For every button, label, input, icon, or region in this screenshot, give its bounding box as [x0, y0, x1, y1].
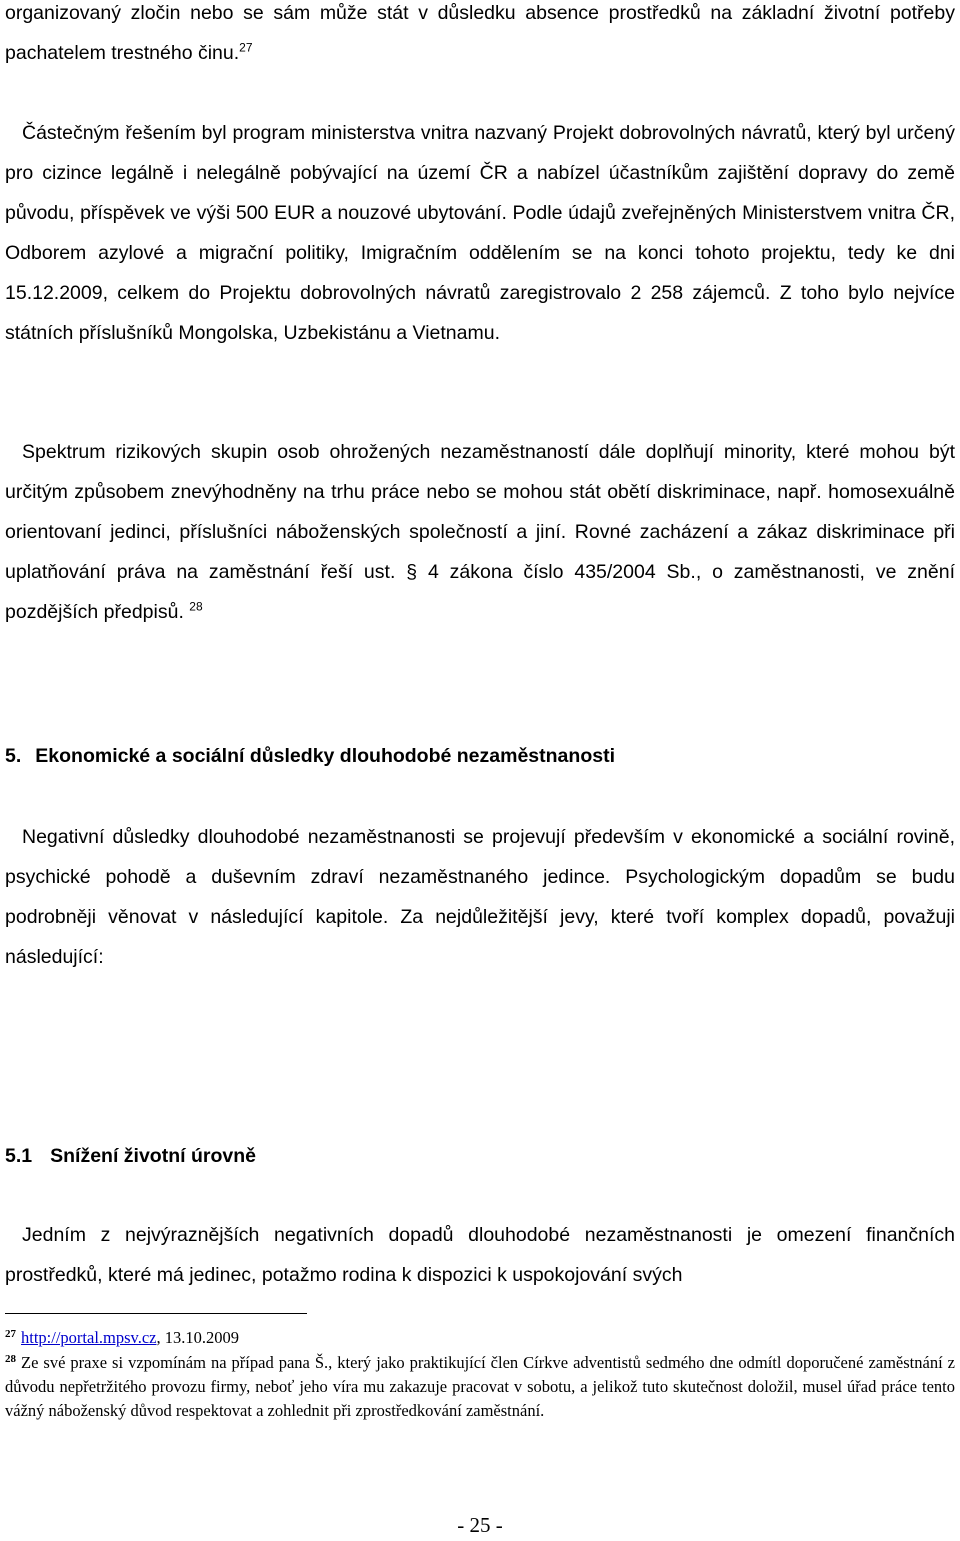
- section-title: Ekonomické a sociální důsledky dlouhodobé nezaměstnanosti: [35, 745, 615, 767]
- footnote-link[interactable]: http://portal.mpsv.cz: [21, 1328, 157, 1347]
- footnote-number: 27: [5, 1327, 16, 1340]
- section-heading-5: [5, 736, 615, 776]
- section-heading-5-1: [5, 1136, 256, 1176]
- footnote-date: , 13.10.2009: [156, 1328, 239, 1347]
- paragraph-text: Spektrum rizikových skupin osob ohrožených nezaměstnaností dále doplňují minority, které mohou být určitým způsobem znevýhodněny na trhu práce nebo se mohou stát obětí diskriminace, např. homosexuálně orientovaní jedinci, příslušníci náboženských společností a jiní. Rovné zacházení a zákaz diskriminace při uplatňování práva na zaměstnání řeší ust. § 4 zákona číslo 435/2004 Sb., o zaměstnanosti, ve znění pozdějších předpisů.: [5, 441, 955, 623]
- footnote-28: [5, 1351, 955, 1423]
- footnote-separator: [5, 1313, 307, 1314]
- section-number: 5.: [5, 745, 22, 767]
- paragraph-text: Jedním z nejvýraznějších negativních dopadů dlouhodobé nezaměstnanosti je omezení finančních prostředků, které má jedinec, potažmo rodina k dispozici k uspokojování svých: [5, 1224, 955, 1286]
- paragraph-text: Negativní důsledky dlouhodobé nezaměstnanosti se projevují především v ekonomické a sociální rovině, psychické pohodě a duševním zdraví nezaměstnaného jedince. Psychologickým dopadům se budu podrobněji věnovat v následující kapitole. Za nejdůležitější jevy, které tvoří komplex dopadů, považuji následující:: [5, 826, 955, 968]
- paragraph-living-standard: [5, 1215, 955, 1295]
- footnote-text: Ze své praxe si vzpomínám na případ pana Š., který jako praktikující člen Církve adventistů sedmého dne odmítl doporučené zaměstnání z důvodu nepřetržitého provozu firmy, neboť jeho víra mu zakazuje pracovat v sobotu, a jelikož tuto skutečnost doložil, musel úřad práce tento vážný náboženský důvod respektovat a zohlednit při zprostředkování zaměstnání.: [5, 1353, 955, 1420]
- section-title: Snížení životní úrovně: [50, 1145, 256, 1167]
- footnote-27: [5, 1326, 955, 1350]
- paragraph-voluntary-return-project: [5, 113, 955, 353]
- paragraph-text: organizovaný zločin nebo se sám může stát v důsledku absence prostředků na základní životní potřeby pachatelem trestného činu.: [5, 2, 955, 64]
- paragraph-negative-consequences: [5, 817, 955, 977]
- footnote-number: 28: [5, 1352, 16, 1365]
- footnote-ref-28[interactable]: 28: [189, 599, 203, 614]
- paragraph-text: Částečným řešením byl program ministerstva vnitra nazvaný Projekt dobrovolných návratů, který byl určený pro cizince legálně i nelegálně pobývající na území ČR a nabízel účastníkům zajištění dopravy do země původu, příspěvek ve výši 500 EUR a nouzové ubytování. Podle údajů zveřejněných Ministerstvem vnitra ČR, Odborem azylové a migrační politiky, Imigračním oddělením se na konci tohoto projektu, tedy ke dni 15.12.2009, celkem do Projektu dobrovolných návratů zaregistrovalo 2 258 zájemců. Z toho bylo nejvíce státních příslušníků Mongolska, Uzbekistánu a Vietnamu.: [5, 122, 955, 344]
- section-number: 5.1: [5, 1145, 33, 1167]
- paragraph-continuation: [5, 0, 955, 73]
- paragraph-minorities: [5, 432, 955, 632]
- page-number: - 25 -: [457, 1513, 503, 1537]
- footnote-ref-27[interactable]: 27: [239, 40, 253, 55]
